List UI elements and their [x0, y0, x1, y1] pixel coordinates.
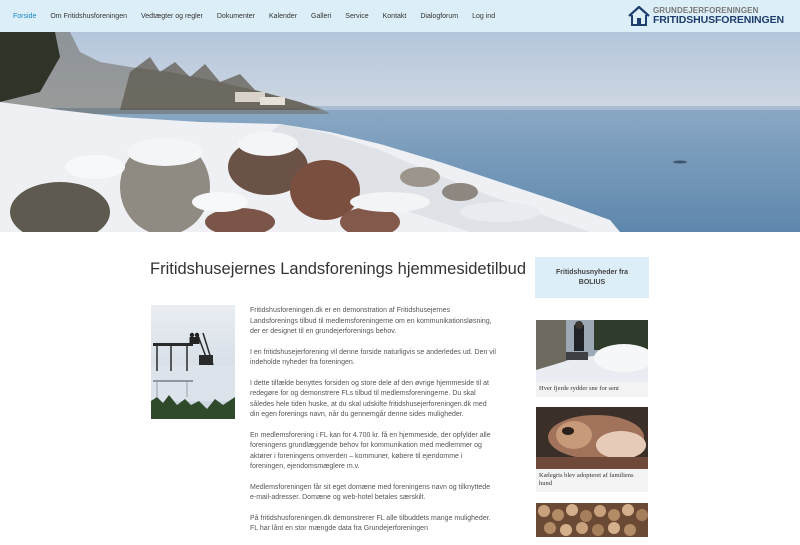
nav-item-dialogforum[interactable]: Dialogforum [420, 12, 459, 20]
site-logo[interactable] [628, 4, 784, 28]
top-nav [0, 0, 800, 32]
paragraph: Medlemsforeningen får sit eget domæne med foreningens navn og tilknyttede e-mail-adresser. Domæne og web-hotel betales særskilt. [250, 483, 491, 501]
nav-item-forside[interactable]: Forside [13, 12, 37, 20]
logo-line2: FRITIDSHUSFORENINGEN [652, 13, 784, 26]
house-logo-icon [628, 6, 650, 26]
paragraph: Fritidshusforeningen.dk er en demonstration af Fritidshusejernes Landsforenings tilbud til medlemsforeningerne om en kommunikationsløsning, der er designet til en grundejerforenings behov. [250, 307, 492, 335]
dog-and-piglet-photo [536, 407, 648, 469]
nav-menu [6, 0, 502, 32]
news-box-title-line2: BOLIUS [578, 278, 606, 286]
paragraph: I en fritidshusejerforening vil denne forside naturligvis se anderledes ud. Den vil indeholde nyheder fra foreningen. [250, 348, 496, 366]
nav-item-service[interactable]: Service [345, 12, 369, 20]
news-card[interactable] [536, 503, 648, 537]
news-box-title-line1: Fritidshusnyheder fra [556, 268, 628, 276]
bolius-news-header [535, 257, 649, 298]
paragraph: På fritidshusforeningen.dk demonstrerer FL alle tilbuddets mange muligheder. FL har lånt en stor mængde data fra Grundejerforeningen [250, 514, 491, 532]
news-card-caption: Kælegris blev adopteret af familiens hund [539, 472, 634, 487]
nav-item-log-ind[interactable]: Log ind [472, 12, 496, 20]
news-card[interactable] [536, 320, 648, 397]
nav-item-galleri[interactable]: Galleri [311, 12, 332, 20]
page-title: Fritidshusejernes Landsforenings hjemmesidetilbud [150, 260, 527, 278]
firewood-photo [536, 503, 648, 537]
hero-image [0, 32, 800, 232]
intro-text [250, 306, 496, 545]
nav-item-om-fritidshusforeningen[interactable]: Om Fritidshusforeningen [50, 12, 127, 20]
nav-item-vedtaegter-og-regler[interactable]: Vedtægter og regler [141, 12, 203, 20]
nav-item-kontakt[interactable]: Kontakt [382, 12, 407, 20]
nav-item-kalender[interactable]: Kalender [269, 12, 298, 20]
nav-item-dokumenter[interactable]: Dokumenter [216, 12, 256, 20]
news-card-caption: Hver fjerde rydder sne for sent [539, 385, 619, 392]
pier-photo [151, 305, 235, 419]
snow-clearing-photo [536, 320, 648, 382]
logo-line1: GRUNDEJERFORENINGEN [652, 5, 759, 15]
paragraph: En medlemsforening i FL kan for 4.700 kr. få en hjemmeside, der opfylder alle foreningens grundlæggende behov for kommunikation med medlemmer og aktører i foreningens omverden – kommuner, købere til ejendomme i foreningen, ejendomsmæglere m.v. [250, 431, 491, 470]
paragraph: I dette tilfælde benyttes forsiden og store dele af den øvrige hjemmeside til at redegøre for og demonstrere FLs tilbud til medlemsforeningerne. Du skal således hele tiden huske, at du skal udskifte fritidshusejerforeningen.dk med din egen forenings navn, når du gennemgår denne sides muligheder. [250, 379, 489, 418]
news-card[interactable] [536, 407, 648, 492]
